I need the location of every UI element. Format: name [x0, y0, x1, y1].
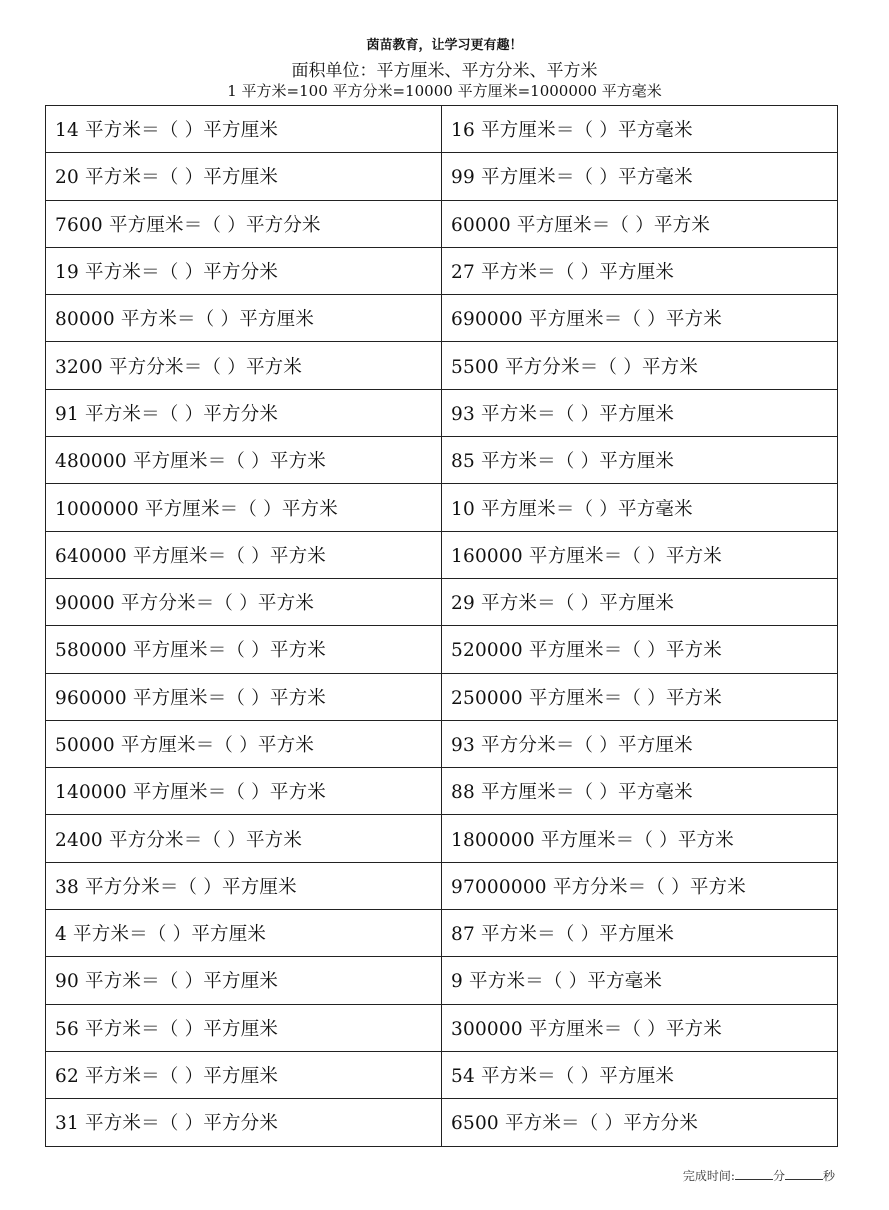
minutes-blank[interactable]: [735, 1168, 773, 1180]
exercise-cell-left: 20 平方米＝（ ）平方厘米: [46, 153, 442, 200]
exercise-cell-right: 1800000 平方厘米＝（ ）平方米: [442, 815, 838, 862]
exercise-cell-right: 6500 平方米＝（ ）平方分米: [442, 1099, 838, 1146]
exercise-row: [46, 578, 838, 625]
exercise-cell-right: 250000 平方厘米＝（ ）平方米: [442, 673, 838, 720]
exercise-cell-right: 99 平方厘米＝（ ）平方毫米: [442, 153, 838, 200]
exercise-cell-right: 160000 平方厘米＝（ ）平方米: [442, 531, 838, 578]
exercise-row: [46, 720, 838, 767]
exercise-row: [46, 768, 838, 815]
exercise-cell-right: 93 平方米＝（ ）平方厘米: [442, 389, 838, 436]
exercise-row: [46, 295, 838, 342]
exercise-cell-right: 87 平方米＝（ ）平方厘米: [442, 910, 838, 957]
exercise-row: [46, 1099, 838, 1146]
exercise-cell-left: 480000 平方厘米＝（ ）平方米: [46, 437, 442, 484]
exercise-cell-right: 690000 平方厘米＝（ ）平方米: [442, 295, 838, 342]
exercise-table: [45, 105, 838, 1147]
exercise-cell-left: 38 平方分米＝（ ）平方厘米: [46, 862, 442, 909]
exercise-row: [46, 153, 838, 200]
exercise-table-body: [46, 106, 838, 1147]
exercise-row: [46, 957, 838, 1004]
exercise-row: [46, 1051, 838, 1098]
conversion-rule: 1 平方米=100 平方分米=10000 平方厘米=1000000 平方毫米: [227, 82, 662, 100]
seconds-blank[interactable]: [785, 1168, 823, 1180]
worksheet-topic: 面积单位：平方厘米、平方分米、平方米: [291, 61, 598, 81]
exercise-cell-right: 93 平方分米＝（ ）平方厘米: [442, 720, 838, 767]
exercise-cell-right: 520000 平方厘米＝（ ）平方米: [442, 626, 838, 673]
exercise-row: [46, 389, 838, 436]
exercise-cell-left: 31 平方米＝（ ）平方分米: [46, 1099, 442, 1146]
exercise-cell-left: 62 平方米＝（ ）平方厘米: [46, 1051, 442, 1098]
exercise-cell-right: 300000 平方厘米＝（ ）平方米: [442, 1004, 838, 1051]
exercise-cell-left: 640000 平方厘米＝（ ）平方米: [46, 531, 442, 578]
exercise-cell-left: 19 平方米＝（ ）平方分米: [46, 247, 442, 294]
minutes-unit: 分: [772, 1169, 785, 1183]
exercise-cell-left: 80000 平方米＝（ ）平方厘米: [46, 295, 442, 342]
exercise-cell-left: 90 平方米＝（ ）平方厘米: [46, 957, 442, 1004]
exercise-row: [46, 862, 838, 909]
exercise-row: [46, 626, 838, 673]
exercise-cell-left: 7600 平方厘米＝（ ）平方分米: [46, 200, 442, 247]
exercise-cell-right: 9 平方米＝（ ）平方毫米: [442, 957, 838, 1004]
exercise-cell-right: 10 平方厘米＝（ ）平方毫米: [442, 484, 838, 531]
exercise-row: [46, 673, 838, 720]
exercise-cell-right: 85 平方米＝（ ）平方厘米: [442, 437, 838, 484]
exercise-cell-right: 16 平方厘米＝（ ）平方毫米: [442, 106, 838, 153]
completion-time-label: 完成时间:: [682, 1169, 735, 1183]
exercise-cell-left: 1000000 平方厘米＝（ ）平方米: [46, 484, 442, 531]
exercise-cell-right: 5500 平方分米＝（ ）平方米: [442, 342, 838, 389]
exercise-cell-left: 90000 平方分米＝（ ）平方米: [46, 578, 442, 625]
exercise-cell-left: 140000 平方厘米＝（ ）平方米: [46, 768, 442, 815]
exercise-cell-left: 14 平方米＝（ ）平方厘米: [46, 106, 442, 153]
exercise-cell-left: 580000 平方厘米＝（ ）平方米: [46, 626, 442, 673]
exercise-cell-left: 50000 平方厘米＝（ ）平方米: [46, 720, 442, 767]
exercise-cell-right: 60000 平方厘米＝（ ）平方米: [442, 200, 838, 247]
exercise-row: [46, 342, 838, 389]
exercise-cell-right: 29 平方米＝（ ）平方厘米: [442, 578, 838, 625]
brand-slogan: 茵苗教育，让学习更有趣！: [366, 38, 523, 53]
exercise-row: [46, 484, 838, 531]
exercise-cell-right: 88 平方厘米＝（ ）平方毫米: [442, 768, 838, 815]
seconds-unit: 秒: [822, 1169, 835, 1183]
exercise-cell-right: 27 平方米＝（ ）平方厘米: [442, 247, 838, 294]
exercise-cell-left: 91 平方米＝（ ）平方分米: [46, 389, 442, 436]
exercise-cell-left: 4 平方米＝（ ）平方厘米: [46, 910, 442, 957]
exercise-cell-left: 960000 平方厘米＝（ ）平方米: [46, 673, 442, 720]
exercise-cell-left: 2400 平方分米＝（ ）平方米: [46, 815, 442, 862]
exercise-cell-right: 54 平方米＝（ ）平方厘米: [442, 1051, 838, 1098]
completion-time: [683, 1167, 835, 1184]
exercise-cell-left: 3200 平方分米＝（ ）平方米: [46, 342, 442, 389]
exercise-row: [46, 531, 838, 578]
exercise-row: [46, 106, 838, 153]
exercise-row: [46, 437, 838, 484]
exercise-cell-left: 56 平方米＝（ ）平方厘米: [46, 1004, 442, 1051]
exercise-cell-right: 97000000 平方分米＝（ ）平方米: [442, 862, 838, 909]
exercise-row: [46, 200, 838, 247]
exercise-row: [46, 1004, 838, 1051]
exercise-row: [46, 247, 838, 294]
exercise-row: [46, 815, 838, 862]
exercise-row: [46, 910, 838, 957]
